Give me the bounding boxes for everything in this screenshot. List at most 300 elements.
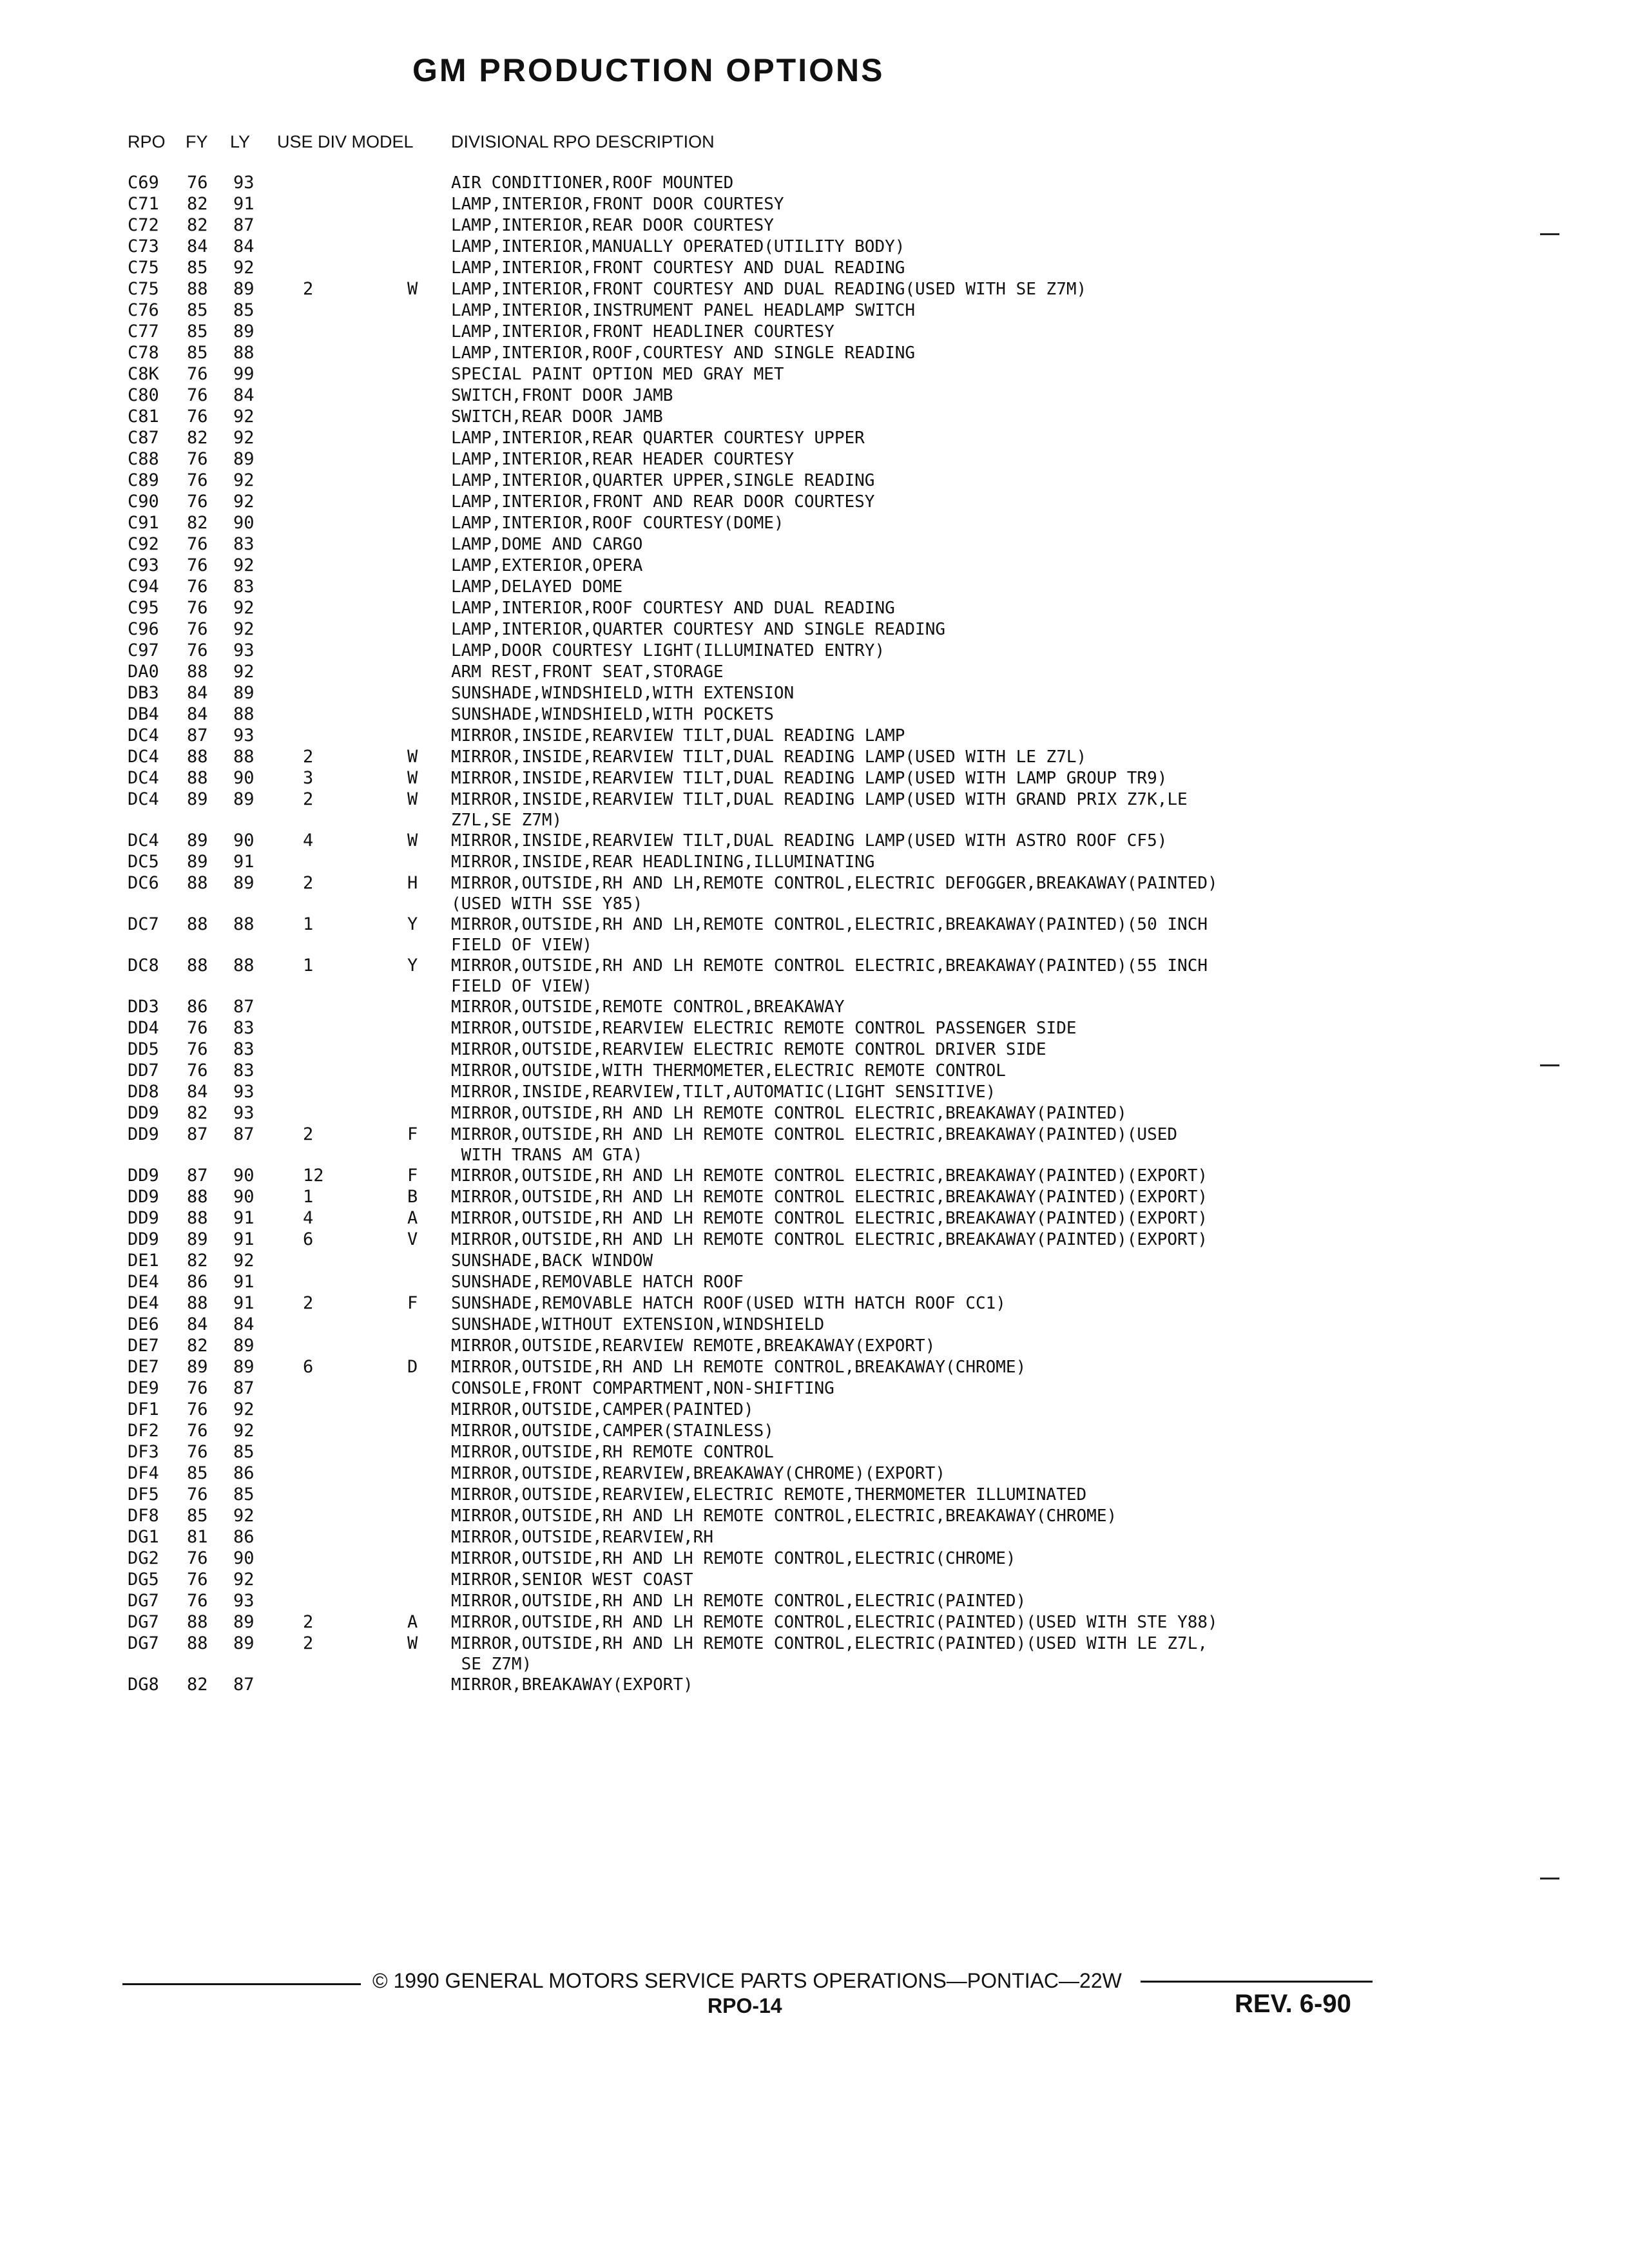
rpo-code: DC4: [128, 789, 159, 809]
first-year: 88: [187, 1187, 208, 1207]
first-year: 85: [187, 1506, 208, 1526]
first-year: 85: [187, 1463, 208, 1483]
first-year: 82: [187, 1103, 208, 1123]
use-div: 2: [303, 1124, 314, 1144]
table-row: [0, 1378, 1629, 1399]
rpo-code: DG7: [128, 1633, 159, 1653]
rpo-code: C88: [128, 449, 159, 469]
first-year: 88: [187, 956, 208, 975]
table-row: [0, 1293, 1629, 1314]
rpo-code: DF8: [128, 1506, 159, 1526]
last-year: 87: [233, 1675, 255, 1695]
description: MIRROR,INSIDE,REARVIEW TILT,DUAL READING LAMP(USED WITH LE Z7L): [451, 747, 1087, 767]
rpo-code: DG8: [128, 1675, 159, 1695]
last-year: 89: [233, 279, 255, 299]
last-year: 91: [233, 1272, 255, 1292]
description: LAMP,DELAYED DOME: [451, 577, 623, 597]
first-year: 76: [187, 364, 208, 384]
model-code: F: [407, 1124, 418, 1144]
rpo-code: DE7: [128, 1336, 159, 1356]
description: SUNSHADE,REMOVABLE HATCH ROOF: [451, 1273, 744, 1292]
first-year: 76: [187, 449, 208, 469]
model-code: Y: [407, 914, 418, 934]
description: MIRROR,OUTSIDE,CAMPER(PAINTED): [451, 1400, 754, 1419]
rpo-code: DG2: [128, 1548, 159, 1568]
rpo-code: DF4: [128, 1463, 159, 1483]
last-year: 91: [233, 194, 255, 214]
table-row: [0, 449, 1629, 470]
model-code: H: [407, 873, 418, 893]
table-row: [0, 1399, 1629, 1421]
rpo-code: DF3: [128, 1442, 159, 1462]
description: LAMP,DOOR COURTESY LIGHT(ILLUMINATED ENTRY): [451, 641, 885, 660]
rpo-code: DD9: [128, 1166, 159, 1186]
description: MIRROR,INSIDE,REAR HEADLINING,ILLUMINATING: [451, 852, 875, 872]
table-row: [0, 1442, 1629, 1463]
rpo-code: C87: [128, 428, 159, 448]
last-year: 83: [233, 1039, 255, 1059]
description: MIRROR,BREAKAWAY(EXPORT): [451, 1675, 693, 1695]
table-row: [0, 852, 1629, 873]
table-row: [0, 1187, 1629, 1208]
first-year: 76: [187, 1570, 208, 1590]
first-year: 76: [187, 640, 208, 660]
last-year: 92: [233, 407, 255, 427]
first-year: 76: [187, 1378, 208, 1398]
rpo-code: C90: [128, 492, 159, 512]
description: LAMP,INTERIOR,REAR QUARTER COURTESY UPPER: [451, 428, 865, 448]
table-row: [0, 619, 1629, 640]
last-year: 92: [233, 1399, 255, 1419]
first-year: 76: [187, 1399, 208, 1419]
last-year: 92: [233, 1506, 255, 1526]
description: MIRROR,SENIOR WEST COAST: [451, 1570, 693, 1590]
description: LAMP,INTERIOR,REAR DOOR COURTESY: [451, 216, 774, 235]
table-row: [0, 1506, 1629, 1527]
description: MIRROR,OUTSIDE,RH REMOTE CONTROL: [451, 1443, 774, 1462]
rpo-code: C95: [128, 598, 159, 618]
last-year: 93: [233, 1591, 255, 1611]
last-year: 87: [233, 1124, 255, 1144]
use-div: 1: [303, 1187, 314, 1207]
description: SWITCH,FRONT DOOR JAMB: [451, 386, 673, 405]
first-year: 76: [187, 173, 208, 193]
description: LAMP,INTERIOR,MANUALLY OPERATED(UTILITY BODY): [451, 237, 905, 256]
description: MIRROR,OUTSIDE,RH AND LH REMOTE CONTROL ELECTRIC,BREAKAWAY(PAINTED)(55 INCH FIELD OF VIEW): [451, 956, 1208, 996]
description: MIRROR,OUTSIDE,RH AND LH REMOTE CONTROL ELECTRIC,BREAKAWAY(PAINTED)(EXPORT): [451, 1230, 1208, 1249]
rpo-code: C69: [128, 173, 159, 193]
table-row: [0, 1675, 1629, 1696]
last-year: 87: [233, 1378, 255, 1398]
last-year: 87: [233, 215, 255, 235]
table-row: [0, 956, 1629, 997]
first-year: 84: [187, 683, 208, 703]
page-title: GM PRODUCTION OPTIONS: [412, 52, 885, 88]
description: MIRROR,OUTSIDE,RH AND LH REMOTE CONTROL,ELECTRIC(CHROME): [451, 1549, 1016, 1568]
first-year: 88: [187, 1293, 208, 1313]
table-row: [0, 385, 1629, 407]
rpo-code: DD7: [128, 1061, 159, 1081]
table-row: [0, 747, 1629, 768]
first-year: 81: [187, 1527, 208, 1547]
rpo-code: DD9: [128, 1124, 159, 1144]
first-year: 76: [187, 598, 208, 618]
first-year: 87: [187, 1124, 208, 1144]
rpo-code: C71: [128, 194, 159, 214]
description: MIRROR,OUTSIDE,RH AND LH,REMOTE CONTROL,ELECTRIC,BREAKAWAY(PAINTED)(50 INCH FIELD OF VIEW): [451, 915, 1208, 955]
table-row: [0, 258, 1629, 279]
table-row: [0, 1229, 1629, 1251]
description: MIRROR,OUTSIDE,REARVIEW REMOTE,BREAKAWAY(EXPORT): [451, 1336, 936, 1356]
table-row: [0, 1485, 1629, 1506]
last-year: 89: [233, 322, 255, 341]
table-row: [0, 470, 1629, 492]
first-year: 88: [187, 768, 208, 788]
last-year: 83: [233, 534, 255, 554]
table-row: [0, 726, 1629, 747]
last-year: 90: [233, 768, 255, 788]
table-row: [0, 194, 1629, 215]
description: LAMP,INTERIOR,QUARTER UPPER,SINGLE READING: [451, 471, 875, 490]
rpo-code: DE9: [128, 1378, 159, 1398]
last-year: 84: [233, 385, 255, 405]
rpo-code: C93: [128, 555, 159, 575]
first-year: 88: [187, 1208, 208, 1228]
rpo-code: C8K: [128, 364, 159, 384]
rpo-code: DD3: [128, 997, 159, 1017]
last-year: 90: [233, 1187, 255, 1207]
last-year: 88: [233, 747, 255, 767]
first-year: 89: [187, 1229, 208, 1249]
first-year: 76: [187, 555, 208, 575]
last-year: 92: [233, 492, 255, 512]
rpo-code: DB4: [128, 704, 159, 724]
model-code: F: [407, 1166, 418, 1186]
use-div: 1: [303, 956, 314, 975]
rpo-code: C77: [128, 322, 159, 341]
table-row: [0, 1570, 1629, 1591]
description: ARM REST,FRONT SEAT,STORAGE: [451, 662, 724, 682]
description: LAMP,INTERIOR,ROOF,COURTESY AND SINGLE READING: [451, 343, 916, 363]
last-year: 99: [233, 364, 255, 384]
table-row: [0, 1357, 1629, 1378]
table-row: [0, 1612, 1629, 1633]
description: AIR CONDITIONER,ROOF MOUNTED: [451, 173, 734, 193]
last-year: 89: [233, 449, 255, 469]
rpo-code: DF2: [128, 1421, 159, 1441]
rpo-code: C72: [128, 215, 159, 235]
use-div: 2: [303, 1612, 314, 1632]
last-year: 88: [233, 343, 255, 363]
first-year: 84: [187, 704, 208, 724]
model-code: A: [407, 1208, 418, 1228]
first-year: 86: [187, 997, 208, 1017]
table-row: [0, 1548, 1629, 1570]
use-div: 3: [303, 768, 314, 788]
description: MIRROR,OUTSIDE,RH AND LH REMOTE CONTROL,BREAKAWAY(CHROME): [451, 1358, 1027, 1377]
rpo-code: C92: [128, 534, 159, 554]
last-year: 92: [233, 598, 255, 618]
use-div: 4: [303, 831, 314, 850]
table-row: [0, 997, 1629, 1018]
last-year: 89: [233, 683, 255, 703]
first-year: 88: [187, 1612, 208, 1632]
description: MIRROR,OUTSIDE,CAMPER(STAINLESS): [451, 1421, 774, 1441]
description: MIRROR,OUTSIDE,RH AND LH REMOTE CONTROL ELECTRIC,BREAKAWAY(PAINTED): [451, 1104, 1127, 1123]
rpo-code: DD9: [128, 1103, 159, 1123]
margin-mark: [1540, 1064, 1559, 1066]
description: SUNSHADE,WITHOUT EXTENSION,WINDSHIELD: [451, 1315, 825, 1334]
use-div: 4: [303, 1208, 314, 1228]
table-row: [0, 428, 1629, 449]
last-year: 92: [233, 1570, 255, 1590]
last-year: 89: [233, 1357, 255, 1377]
footer-copyright: © 1990 GENERAL MOTORS SERVICE PARTS OPERATIONS—PONTIAC—22W: [372, 1969, 1122, 1992]
first-year: 88: [187, 914, 208, 934]
description: SPECIAL PAINT OPTION MED GRAY MET: [451, 365, 784, 384]
rpo-code: DC4: [128, 831, 159, 850]
first-year: 86: [187, 1272, 208, 1292]
first-year: 82: [187, 428, 208, 448]
rpo-code: DD9: [128, 1187, 159, 1207]
description: MIRROR,OUTSIDE,RH AND LH REMOTE CONTROL ELECTRIC,BREAKAWAY(PAINTED)(EXPORT): [451, 1187, 1208, 1207]
last-year: 87: [233, 997, 255, 1017]
description: MIRROR,INSIDE,REARVIEW TILT,DUAL READING LAMP: [451, 726, 905, 745]
model-code: F: [407, 1293, 418, 1313]
first-year: 85: [187, 300, 208, 320]
table-row: [0, 1272, 1629, 1293]
first-year: 76: [187, 577, 208, 597]
rpo-code: DC6: [128, 873, 159, 893]
rpo-code: DB3: [128, 683, 159, 703]
first-year: 76: [187, 534, 208, 554]
rpo-code: C80: [128, 385, 159, 405]
table-row: [0, 1039, 1629, 1061]
first-year: 82: [187, 513, 208, 533]
last-year: 88: [233, 956, 255, 975]
last-year: 84: [233, 236, 255, 256]
table-row: [0, 683, 1629, 704]
header-description: DIVISIONAL RPO DESCRIPTION: [451, 132, 715, 151]
description: LAMP,INTERIOR,FRONT COURTESY AND DUAL READING(USED WITH SE Z7M): [451, 280, 1087, 299]
rpo-code: DE6: [128, 1314, 159, 1334]
description: SUNSHADE,BACK WINDOW: [451, 1251, 653, 1271]
table-row: [0, 598, 1629, 619]
first-year: 82: [187, 194, 208, 214]
last-year: 92: [233, 258, 255, 278]
header-ly: LY: [230, 132, 251, 151]
description: CONSOLE,FRONT COMPARTMENT,NON-SHIFTING: [451, 1379, 834, 1398]
last-year: 93: [233, 726, 255, 745]
last-year: 86: [233, 1527, 255, 1547]
use-div: 2: [303, 747, 314, 767]
rpo-code: DC7: [128, 914, 159, 934]
last-year: 93: [233, 1103, 255, 1123]
model-code: V: [407, 1229, 418, 1249]
last-year: 92: [233, 1421, 255, 1441]
first-year: 89: [187, 1357, 208, 1377]
description: MIRROR,OUTSIDE,REMOTE CONTROL,BREAKAWAY: [451, 997, 845, 1017]
rpo-code: C94: [128, 577, 159, 597]
table-row: [0, 1336, 1629, 1357]
last-year: 89: [233, 873, 255, 893]
rpo-code: C75: [128, 279, 159, 299]
table-row: [0, 1421, 1629, 1442]
rpo-code: DD9: [128, 1208, 159, 1228]
rpo-code: DD5: [128, 1039, 159, 1059]
rpo-code: DE4: [128, 1272, 159, 1292]
first-year: 82: [187, 215, 208, 235]
rpo-code: DD8: [128, 1082, 159, 1102]
description: SUNSHADE,WINDSHIELD,WITH POCKETS: [451, 705, 774, 724]
table-row: [0, 322, 1629, 343]
table-row: [0, 873, 1629, 914]
first-year: 76: [187, 470, 208, 490]
last-year: 92: [233, 662, 255, 682]
table-row: [0, 1251, 1629, 1272]
last-year: 84: [233, 1314, 255, 1334]
rpo-table: [0, 173, 1629, 1696]
table-row: [0, 173, 1629, 194]
table-row: [0, 407, 1629, 428]
rpo-code: C76: [128, 300, 159, 320]
first-year: 76: [187, 1591, 208, 1611]
first-year: 88: [187, 1633, 208, 1653]
footer-page-number: RPO-14: [708, 1994, 782, 2017]
description: SWITCH,REAR DOOR JAMB: [451, 407, 663, 427]
last-year: 91: [233, 1293, 255, 1313]
use-div: 6: [303, 1229, 314, 1249]
first-year: 84: [187, 236, 208, 256]
rpo-code: DC8: [128, 956, 159, 975]
last-year: 85: [233, 1485, 255, 1504]
description: MIRROR,OUTSIDE,REARVIEW,RH: [451, 1528, 713, 1547]
first-year: 76: [187, 492, 208, 512]
table-row: [0, 1018, 1629, 1039]
footer-revision: REV. 6-90: [1235, 1990, 1351, 2018]
rpo-code: C73: [128, 236, 159, 256]
rpo-code: DC5: [128, 852, 159, 872]
use-div: 1: [303, 914, 314, 934]
first-year: 88: [187, 279, 208, 299]
last-year: 92: [233, 619, 255, 639]
rpo-code: C89: [128, 470, 159, 490]
table-row: [0, 1314, 1629, 1336]
last-year: 83: [233, 577, 255, 597]
description: LAMP,INTERIOR,FRONT COURTESY AND DUAL READING: [451, 258, 905, 278]
last-year: 83: [233, 1018, 255, 1038]
last-year: 90: [233, 831, 255, 850]
last-year: 90: [233, 1166, 255, 1186]
table-row: [0, 534, 1629, 555]
table-row: [0, 300, 1629, 322]
last-year: 86: [233, 1463, 255, 1483]
table-row: [0, 1124, 1629, 1166]
first-year: 82: [187, 1251, 208, 1271]
model-code: A: [407, 1612, 418, 1632]
description: LAMP,INTERIOR,REAR HEADER COURTESY: [451, 450, 795, 469]
first-year: 84: [187, 1314, 208, 1334]
rpo-code: DG5: [128, 1570, 159, 1590]
description: MIRROR,INSIDE,REARVIEW TILT,DUAL READING LAMP(USED WITH GRAND PRIX Z7K,LE Z7L,SE Z7M): [451, 790, 1188, 830]
last-year: 92: [233, 555, 255, 575]
last-year: 83: [233, 1061, 255, 1081]
first-year: 87: [187, 1166, 208, 1186]
table-row: [0, 914, 1629, 956]
model-code: W: [407, 789, 418, 809]
last-year: 93: [233, 173, 255, 193]
table-row: [0, 1061, 1629, 1082]
first-year: 89: [187, 831, 208, 850]
last-year: 92: [233, 1251, 255, 1271]
header-use-div-model: USE DIV MODEL: [277, 132, 414, 151]
last-year: 88: [233, 914, 255, 934]
description: MIRROR,OUTSIDE,RH AND LH REMOTE CONTROL,ELECTRIC(PAINTED)(USED WITH STE Y88): [451, 1613, 1218, 1632]
description: LAMP,INTERIOR,ROOF COURTESY(DOME): [451, 514, 784, 533]
last-year: 90: [233, 1548, 255, 1568]
description: MIRROR,INSIDE,REARVIEW,TILT,AUTOMATIC(LIGHT SENSITIVE): [451, 1082, 996, 1102]
description: LAMP,INTERIOR,ROOF COURTESY AND DUAL READING: [451, 599, 895, 618]
description: SUNSHADE,WINDSHIELD,WITH EXTENSION: [451, 684, 795, 703]
rpo-code: DE1: [128, 1251, 159, 1271]
first-year: 76: [187, 1061, 208, 1081]
last-year: 92: [233, 428, 255, 448]
description: MIRROR,OUTSIDE,REARVIEW ELECTRIC REMOTE CONTROL PASSENGER SIDE: [451, 1019, 1077, 1038]
use-div: 2: [303, 789, 314, 809]
table-row: [0, 831, 1629, 852]
table-row: [0, 577, 1629, 598]
table-row: [0, 1166, 1629, 1187]
table-row: [0, 662, 1629, 683]
last-year: 91: [233, 852, 255, 872]
table-row: [0, 343, 1629, 364]
footer-rule-left: [122, 1983, 361, 1985]
model-code: Y: [407, 956, 418, 975]
last-year: 91: [233, 1229, 255, 1249]
header-rpo: RPO: [128, 132, 166, 151]
rpo-code: DF1: [128, 1399, 159, 1419]
first-year: 84: [187, 1082, 208, 1102]
description: LAMP,INTERIOR,FRONT HEADLINER COURTESY: [451, 322, 834, 341]
use-div: 6: [303, 1357, 314, 1377]
model-code: B: [407, 1187, 418, 1207]
description: MIRROR,INSIDE,REARVIEW TILT,DUAL READING LAMP(USED WITH LAMP GROUP TR9): [451, 769, 1168, 788]
table-row: [0, 215, 1629, 236]
first-year: 88: [187, 873, 208, 893]
table-row: [0, 1082, 1629, 1103]
description: MIRROR,OUTSIDE,RH AND LH REMOTE CONTROL ELECTRIC,BREAKAWAY(PAINTED)(EXPORT): [451, 1166, 1208, 1186]
table-row: [0, 555, 1629, 577]
rpo-code: DD9: [128, 1229, 159, 1249]
description: LAMP,DOME AND CARGO: [451, 535, 643, 554]
rpo-code: DG7: [128, 1612, 159, 1632]
first-year: 82: [187, 1675, 208, 1695]
description: LAMP,INTERIOR,INSTRUMENT PANEL HEADLAMP SWITCH: [451, 301, 916, 320]
first-year: 76: [187, 1442, 208, 1462]
first-year: 76: [187, 1039, 208, 1059]
rpo-code: DD4: [128, 1018, 159, 1038]
model-code: W: [407, 1633, 418, 1653]
first-year: 85: [187, 343, 208, 363]
last-year: 85: [233, 300, 255, 320]
last-year: 93: [233, 640, 255, 660]
first-year: 76: [187, 1018, 208, 1038]
description: MIRROR,OUTSIDE,RH AND LH REMOTE CONTROL,ELECTRIC(PAINTED): [451, 1591, 1027, 1611]
table-row: [0, 513, 1629, 534]
rpo-code: DE4: [128, 1293, 159, 1313]
model-code: W: [407, 768, 418, 788]
description: LAMP,INTERIOR,QUARTER COURTESY AND SINGLE READING: [451, 620, 946, 639]
